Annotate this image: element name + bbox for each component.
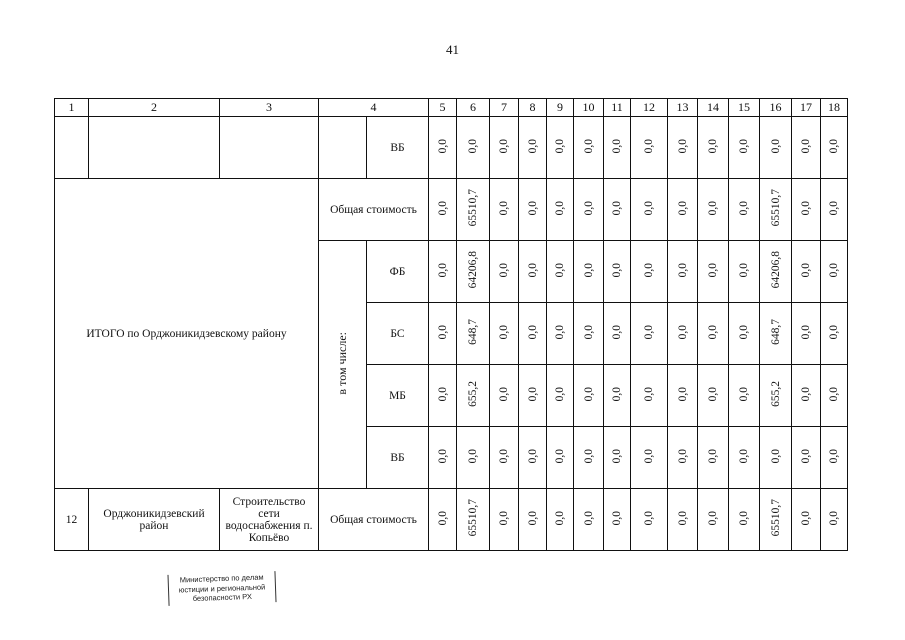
value-cell: 0,0 [554,510,566,526]
stamp-line: юстиции и региональной [178,581,266,595]
value-cell: 0,0 [582,510,595,526]
value-cell: 65510,7 [467,499,479,537]
value-cell: 0,0 [769,138,782,154]
value-cell: 0,0 [436,386,449,402]
header-cell: 12 [631,99,668,117]
ministry-stamp [168,571,277,605]
value-cell: 0,0 [554,448,566,464]
value-cell: 0,0 [582,138,595,154]
header-cell: 17 [792,99,821,117]
value-cell: 0,0 [828,138,840,154]
value-cell: 0,0 [611,386,623,402]
value-cell: 0,0 [582,200,595,216]
value-cell: 0,0 [611,324,623,340]
value-cell: 0,0 [676,138,689,154]
value-cell: 0,0 [676,386,689,402]
value-cell: 0,0 [436,200,449,216]
value-cell: 0,0 [526,200,539,216]
source-label: ФБ [367,241,429,303]
header-cell: 15 [729,99,760,117]
including-cell [319,241,367,489]
header-cell: 6 [457,99,490,117]
value-cell: 64206,8 [467,251,479,289]
value-cell: 0,0 [526,448,539,464]
value-cell: 0,0 [498,510,510,526]
value-cell: 0,0 [707,386,719,402]
value-cell: 0,0 [554,138,566,154]
source-label: МБ [367,365,429,427]
value-cell: 0,0 [436,262,449,278]
value-cell: 0,0 [526,386,539,402]
value-cell: 0,0 [498,262,510,278]
value-cell: 0,0 [498,138,510,154]
value-cell: 0,0 [828,324,840,340]
header-cell: 14 [698,99,729,117]
value-cell: 0,0 [828,386,840,402]
value-cell: 0,0 [582,262,595,278]
value-cell: 0,0 [738,386,750,402]
value-cell: 0,0 [582,448,595,464]
value-cell: 0,0 [707,448,719,464]
value-cell: 0,0 [554,386,566,402]
row-number: 12 [55,489,89,551]
empty-cell [89,117,220,179]
value-cell: 0,0 [467,448,479,464]
header-cell: 3 [220,99,319,117]
value-cell: 0,0 [738,510,750,526]
value-cell: 0,0 [800,138,812,154]
value-cell: 0,0 [643,448,655,464]
source-label: ВБ [367,117,429,179]
value-cell: 0,0 [738,262,750,278]
value-cell: 0,0 [643,262,655,278]
value-cell: 0,0 [611,448,623,464]
value-cell: 0,0 [707,324,719,340]
empty-cell [55,117,89,179]
value-cell: 0,0 [800,510,812,526]
value-cell: 655,2 [467,381,479,407]
value-cell: 0,0 [828,448,840,464]
value-cell: 0,0 [800,262,812,278]
value-cell: 0,0 [436,324,449,340]
value-cell: 0,0 [436,448,449,464]
value-cell: 65510,7 [467,189,479,227]
header-cell: 10 [574,99,604,117]
value-cell: 648,7 [467,319,479,345]
value-cell: 0,0 [611,510,623,526]
value-cell: 0,0 [498,324,510,340]
value-cell: 0,0 [554,262,566,278]
table-row [55,489,848,551]
value-cell: 0,0 [738,324,750,340]
source-label: БС [367,303,429,365]
header-cell: 13 [668,99,698,117]
value-cell: 0,0 [800,324,812,340]
value-cell: 0,0 [582,386,595,402]
value-cell: 0,0 [498,200,510,216]
header-cell: 7 [490,99,519,117]
value-cell: 65510,7 [769,499,782,537]
value-cell: 0,0 [828,200,840,216]
value-cell: 0,0 [800,448,812,464]
value-cell: 65510,7 [769,189,782,227]
value-cell: 0,0 [582,324,595,340]
value-cell: 0,0 [498,386,510,402]
header-cell: 11 [604,99,631,117]
header-cell: 8 [519,99,547,117]
table-row [55,117,848,179]
value-cell: 648,7 [769,319,782,345]
stamp-line: Министерство по делам [179,572,264,585]
value-cell: 0,0 [643,200,655,216]
value-cell: 0,0 [676,324,689,340]
value-cell: 0,0 [738,448,750,464]
value-cell: 0,0 [707,262,719,278]
value-cell: 0,0 [526,262,539,278]
value-cell: 0,0 [828,510,840,526]
including-label: в том числе: [335,331,349,395]
value-cell: 0,0 [707,200,719,216]
header-row [55,99,848,117]
value-cell: 0,0 [611,138,623,154]
budget-table [54,98,848,551]
value-cell: 0,0 [643,324,655,340]
header-cell: 9 [547,99,574,117]
header-cell: 18 [821,99,848,117]
header-cell: 2 [89,99,220,117]
value-cell: 0,0 [526,324,539,340]
page-number: 41 [446,42,459,57]
value-cell: 0,0 [800,200,812,216]
value-cell: 0,0 [526,138,539,154]
empty-cell [220,117,319,179]
project-name: Строительство сети водоснабжения п. Копьёво [220,489,319,551]
value-cell: 0,0 [738,200,750,216]
value-cell: 0,0 [676,200,689,216]
value-cell: 0,0 [467,138,479,154]
value-cell: 0,0 [676,510,689,526]
empty-cell [319,117,367,179]
stamp-line: безопасности РХ [192,591,253,604]
value-cell: 0,0 [554,324,566,340]
header-cell: 1 [55,99,89,117]
value-cell: 0,0 [436,138,449,154]
source-label: Общая стоимость [319,179,429,241]
source-label: Общая стоимость [319,489,429,551]
value-cell: 0,0 [738,138,750,154]
header-cell: 5 [429,99,457,117]
table-row [55,179,848,241]
value-cell: 0,0 [526,510,539,526]
value-cell: 0,0 [643,138,655,154]
value-cell: 0,0 [611,200,623,216]
district-name: Орджоникидзевский район [89,489,220,551]
value-cell: 0,0 [676,448,689,464]
value-cell: 0,0 [676,262,689,278]
value-cell: 0,0 [436,510,449,526]
value-cell: 0,0 [611,262,623,278]
value-cell: 0,0 [828,262,840,278]
value-cell: 655,2 [769,381,782,407]
value-cell: 0,0 [643,386,655,402]
header-cell: 16 [760,99,792,117]
value-cell: 0,0 [707,138,719,154]
value-cell: 0,0 [769,448,782,464]
value-cell: 0,0 [643,510,655,526]
value-cell: 0,0 [498,448,510,464]
value-cell: 0,0 [800,386,812,402]
value-cell: 64206,8 [769,251,782,289]
value-cell: 0,0 [707,510,719,526]
source-label: ВБ [367,427,429,489]
total-label: ИТОГО по Орджоникидзевскому району [55,179,319,489]
value-cell: 0,0 [554,200,566,216]
header-cell: 4 [319,99,429,117]
